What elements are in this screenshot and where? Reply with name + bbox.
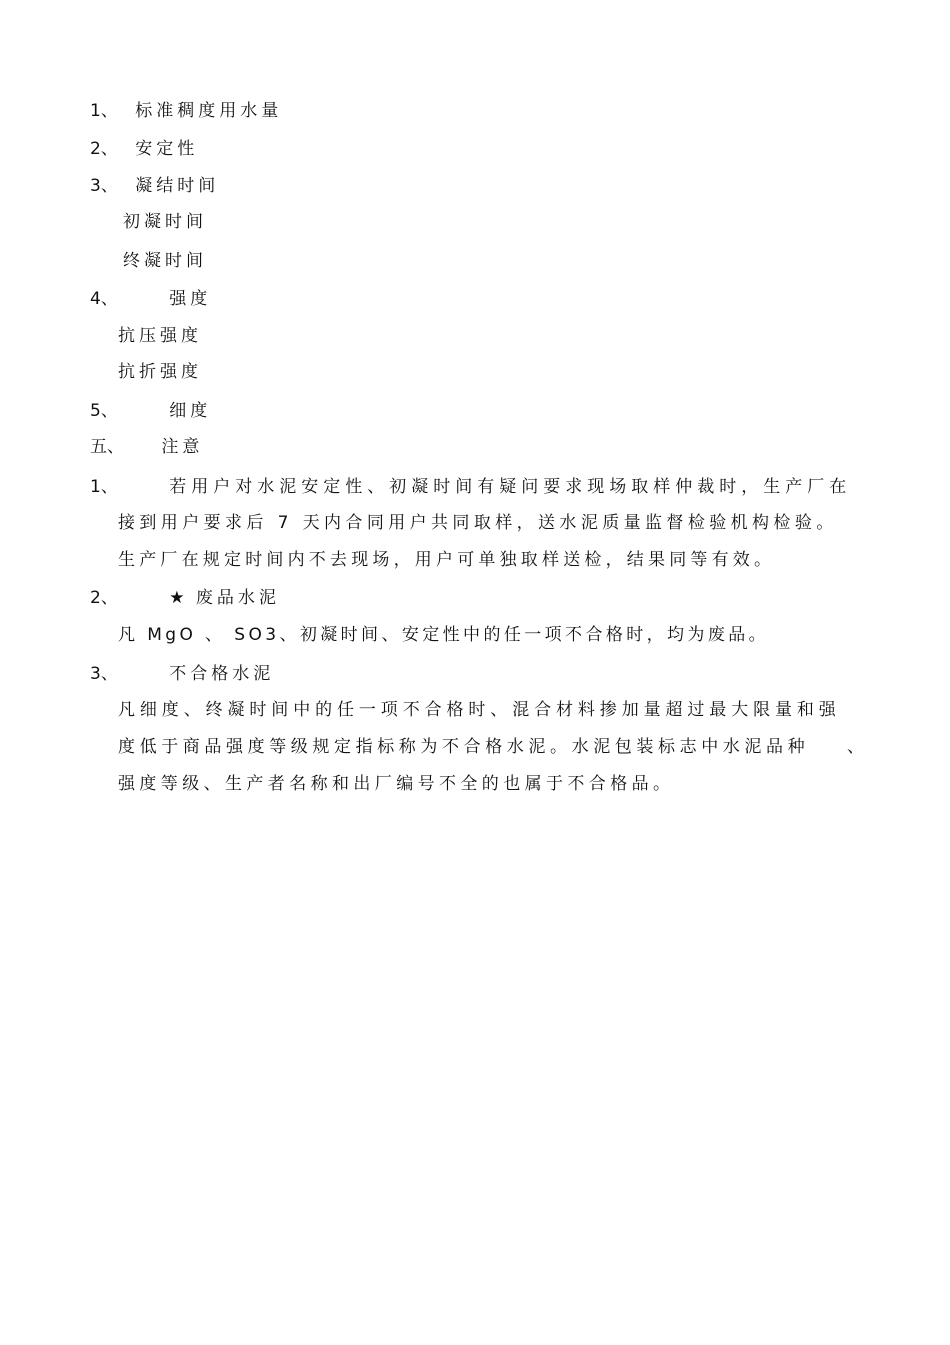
star-icon: ★ bbox=[169, 588, 185, 608]
section-number: 五、 bbox=[90, 437, 124, 457]
item-text: 标准稠度用水量 bbox=[135, 101, 283, 121]
subitem-final-setting: 终凝时间 bbox=[123, 251, 207, 271]
item-1 bbox=[90, 100, 282, 122]
item-5 bbox=[90, 400, 211, 422]
item-text: 凝结时间 bbox=[135, 176, 220, 196]
note-number: 1、 bbox=[90, 477, 118, 497]
subitem-initial-setting: 初凝时间 bbox=[123, 212, 207, 232]
note-line: 生产厂在规定时间内不去现场，用户可单独取样送检，结果同等有效。 bbox=[118, 550, 776, 570]
item-number: 5、 bbox=[90, 401, 118, 421]
item-4 bbox=[90, 288, 211, 310]
item-text: 细度 bbox=[169, 401, 212, 421]
section-heading bbox=[90, 436, 203, 458]
item-text: 安定性 bbox=[135, 139, 199, 159]
subitem-flexural-strength: 抗折强度 bbox=[118, 362, 202, 382]
subitem-compressive-strength: 抗压强度 bbox=[118, 326, 202, 346]
note-number: 2、 bbox=[90, 588, 118, 608]
note-line: 强度等级、生产者名称和出厂编号不全的也属于不合格品。 bbox=[118, 774, 675, 794]
item-text: 强度 bbox=[169, 289, 212, 309]
note-title: 不合格水泥 bbox=[169, 664, 275, 684]
note-1 bbox=[90, 476, 851, 498]
section-title: 注意 bbox=[161, 437, 204, 457]
item-number: 3、 bbox=[90, 176, 118, 196]
note-number: 3、 bbox=[90, 664, 118, 684]
note-line: 接到用户要求后 7 天内合同用户共同取样，送水泥质量监督检验机构检验。 bbox=[118, 513, 838, 533]
note-2 bbox=[90, 587, 280, 609]
note-title: 废品水泥 bbox=[195, 588, 280, 608]
item-2 bbox=[90, 138, 198, 160]
item-number: 2、 bbox=[90, 139, 118, 159]
note-body: 凡 MgO 、 SO3、初凝时间、安定性中的任一项不合格时，均为废品。 bbox=[118, 625, 770, 645]
item-3 bbox=[90, 175, 219, 197]
item-number: 1、 bbox=[90, 101, 118, 121]
note-line: 凡细度、终凝时间中的任一项不合格时、混合材料掺加量超过最大限量和强 bbox=[118, 700, 841, 720]
note-line-tail: 、 bbox=[847, 737, 868, 757]
note-line: 若用户对水泥安定性、初凝时间有疑问要求现场取样仲裁时，生产厂在 bbox=[169, 477, 852, 497]
item-number: 4、 bbox=[90, 289, 118, 309]
note-line: 度低于商品强度等级规定指标称为不合格水泥。水泥包装标志中水泥品种 bbox=[118, 737, 810, 757]
note-3 bbox=[90, 663, 274, 685]
